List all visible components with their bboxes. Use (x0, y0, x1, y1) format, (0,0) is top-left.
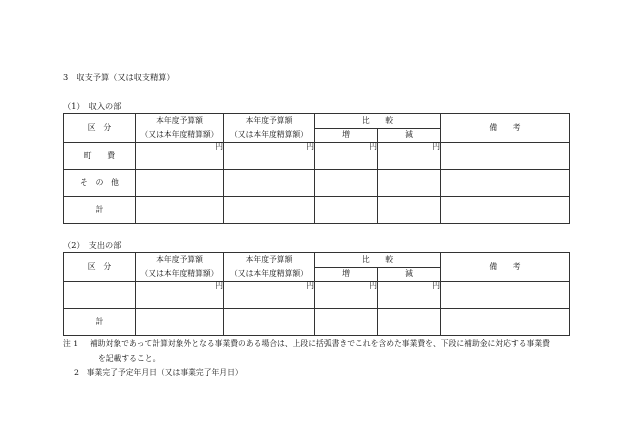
table-row (64, 143, 570, 170)
table-row (64, 282, 570, 309)
header-prev-budget-line2: （又は本年度精算額） (230, 130, 308, 139)
header-decrease: 減 (378, 128, 441, 143)
header-current-budget-line1: 本年度予算額 (156, 255, 203, 264)
remarks-cell (441, 170, 570, 197)
amount-cell (315, 309, 378, 336)
unit-label: 円 (315, 282, 378, 309)
header-prev-budget-line1: 本年度予算額 (245, 255, 293, 264)
amount-cell (136, 309, 224, 336)
amount-cell (224, 197, 315, 224)
header-compare: 比 較 (315, 253, 441, 268)
amount-cell (315, 197, 378, 224)
table-row (64, 309, 570, 336)
row-label: 町 費 (64, 143, 136, 170)
unit-label: 円 (136, 143, 224, 170)
section-title: 3 収支予算（又は収支精算） (63, 72, 175, 82)
amount-cell (224, 170, 315, 197)
expense-section-title: （2） 支出の部 (63, 240, 122, 250)
note-item2: 2 事業完了予定年月日（又は事業完了年月日） (74, 368, 243, 377)
remarks-cell (441, 309, 570, 336)
amount-cell (378, 197, 441, 224)
header-current-budget-line2: （又は本年度精算額） (140, 130, 219, 139)
header-increase: 増 (315, 128, 378, 143)
row-label: そ の 他 (64, 170, 136, 197)
header-current-budget (136, 253, 224, 282)
income-table (63, 113, 570, 224)
amount-cell (224, 309, 315, 336)
unit-label: 円 (378, 282, 441, 309)
unit-label: 円 (136, 282, 224, 309)
header-category: 区 分 (64, 114, 136, 143)
remarks-cell (441, 143, 570, 170)
note-prefix: 注 1 (63, 339, 79, 348)
header-current-budget (136, 114, 224, 143)
unit-label: 円 (315, 143, 378, 170)
header-category: 区 分 (64, 253, 136, 282)
amount-cell (136, 197, 224, 224)
header-prev-budget (224, 114, 315, 143)
income-section-title: （1） 収入の部 (63, 101, 122, 111)
remarks-cell (441, 282, 570, 309)
unit-label: 円 (378, 143, 441, 170)
unit-label: 円 (224, 143, 315, 170)
table-row (64, 170, 570, 197)
amount-cell (378, 170, 441, 197)
header-remarks: 備 考 (441, 114, 570, 143)
row-label: 計 (64, 197, 136, 224)
header-increase: 増 (315, 267, 378, 282)
amount-cell (315, 170, 378, 197)
header-prev-budget-line1: 本年度予算額 (245, 116, 293, 125)
amount-cell (136, 170, 224, 197)
note-line1: 補助対象であって計算対象外となる事業費のある場合は、上段に括弧書きでこれを含めた事業費を、下段に補助金に対応する事業費 (90, 339, 550, 348)
expense-table (63, 252, 570, 336)
row-label (64, 282, 136, 309)
unit-label: 円 (224, 282, 315, 309)
header-decrease: 減 (378, 267, 441, 282)
note-line2: を記載すること。 (98, 354, 161, 363)
header-prev-budget-line2: （又は本年度精算額） (230, 269, 308, 278)
table-row (64, 197, 570, 224)
header-compare: 比 較 (315, 114, 441, 129)
header-prev-budget (224, 253, 315, 282)
header-current-budget-line1: 本年度予算額 (156, 116, 203, 125)
remarks-cell (441, 197, 570, 224)
header-current-budget-line2: （又は本年度精算額） (140, 269, 219, 278)
amount-cell (378, 309, 441, 336)
header-remarks: 備 考 (441, 253, 570, 282)
row-label: 計 (64, 309, 136, 336)
